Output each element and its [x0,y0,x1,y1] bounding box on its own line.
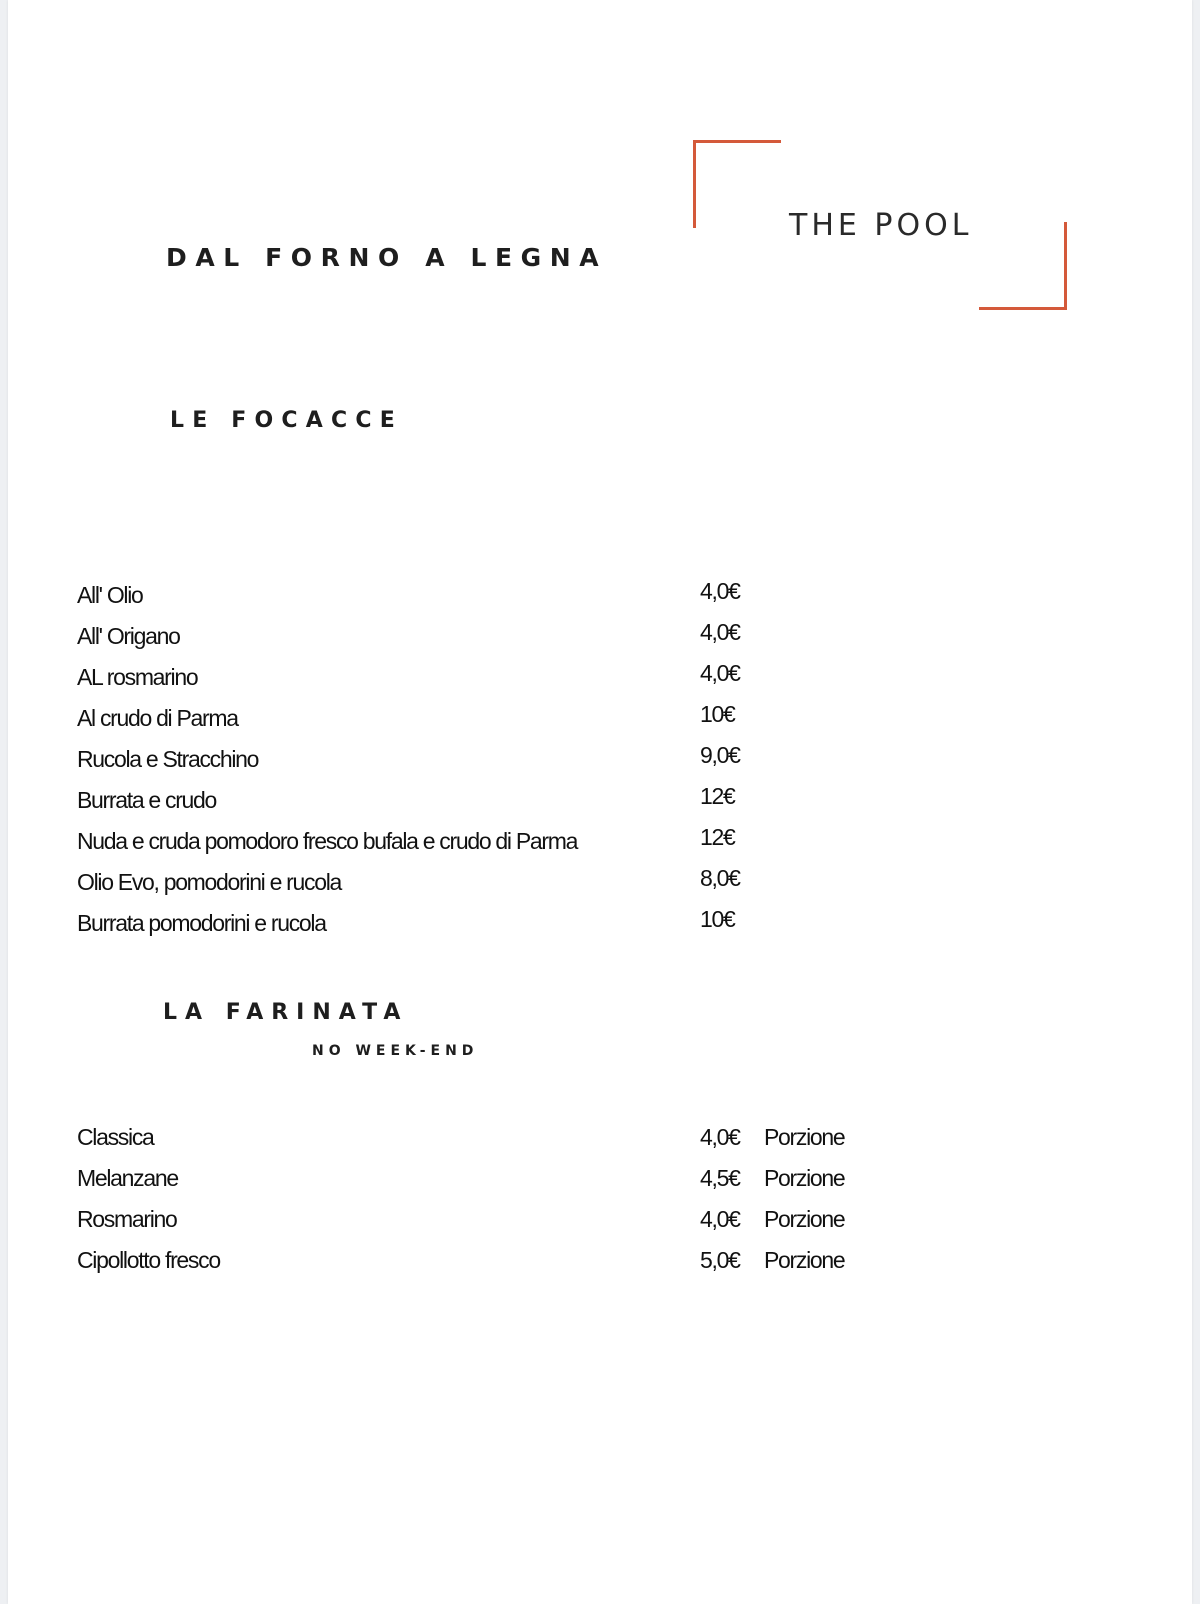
section-title-focacce: LE FOCACCE [170,408,403,433]
item-price: 12€ [700,783,735,809]
menu-item [8,701,1192,746]
item-price: 10€ [700,701,735,727]
item-unit: Porzione [764,1124,845,1150]
item-name: Nuda e cruda pomodoro fresco bufala e crudo di Parma [77,828,578,854]
item-name: Burrata e crudo [77,787,217,813]
item-name: Cipollotto fresco [77,1247,220,1273]
farinata-list [8,1124,1192,1288]
item-unit: Porzione [764,1165,845,1191]
the-pool-logo [693,140,1079,310]
menu-item [8,783,1192,828]
logo-corner-top-left [693,140,781,228]
menu-item [8,1165,1192,1206]
logo-corner-bottom-right [979,222,1067,310]
item-unit: Porzione [764,1247,845,1273]
item-name: Rosmarino [77,1206,177,1232]
menu-item [8,1247,1192,1288]
menu-item [8,619,1192,664]
item-name: Al crudo di Parma [77,705,238,731]
item-price: 4,0€ [700,1124,740,1150]
page-title: DAL FORNO A LEGNA [166,243,608,272]
item-name: All' Origano [77,623,180,649]
item-price: 5,0€ [700,1247,740,1273]
item-price: 9,0€ [700,742,740,768]
logo-text: THE POOL [789,208,973,243]
item-price: 10€ [700,906,735,932]
menu-item [8,824,1192,869]
item-name: Rucola e Stracchino [77,746,259,772]
item-price: 4,0€ [700,660,740,686]
item-price: 12€ [700,824,735,850]
item-unit: Porzione [764,1206,845,1232]
focacce-list [8,578,1192,951]
item-name: AL rosmarino [77,664,198,690]
item-name: All' Olio [77,582,143,608]
menu-item [8,865,1192,910]
menu-item [8,578,1192,623]
item-name: Melanzane [77,1165,178,1191]
item-name: Burrata pomodorini e rucola [77,910,326,936]
item-price: 4,0€ [700,578,740,604]
section-title-farinata: LA FARINATA [163,1000,409,1025]
item-price: 4,5€ [700,1165,740,1191]
menu-item [8,1124,1192,1165]
menu-item [8,660,1192,705]
menu-item [8,1206,1192,1247]
section-note: NO WEEK-END [312,1043,479,1059]
item-price: 8,0€ [700,865,740,891]
menu-item [8,742,1192,787]
item-price: 4,0€ [700,619,740,645]
item-name: Classica [77,1124,154,1150]
menu-page [8,0,1192,1604]
menu-item [8,906,1192,951]
item-name: Olio Evo, pomodorini e rucola [77,869,342,895]
item-price: 4,0€ [700,1206,740,1232]
